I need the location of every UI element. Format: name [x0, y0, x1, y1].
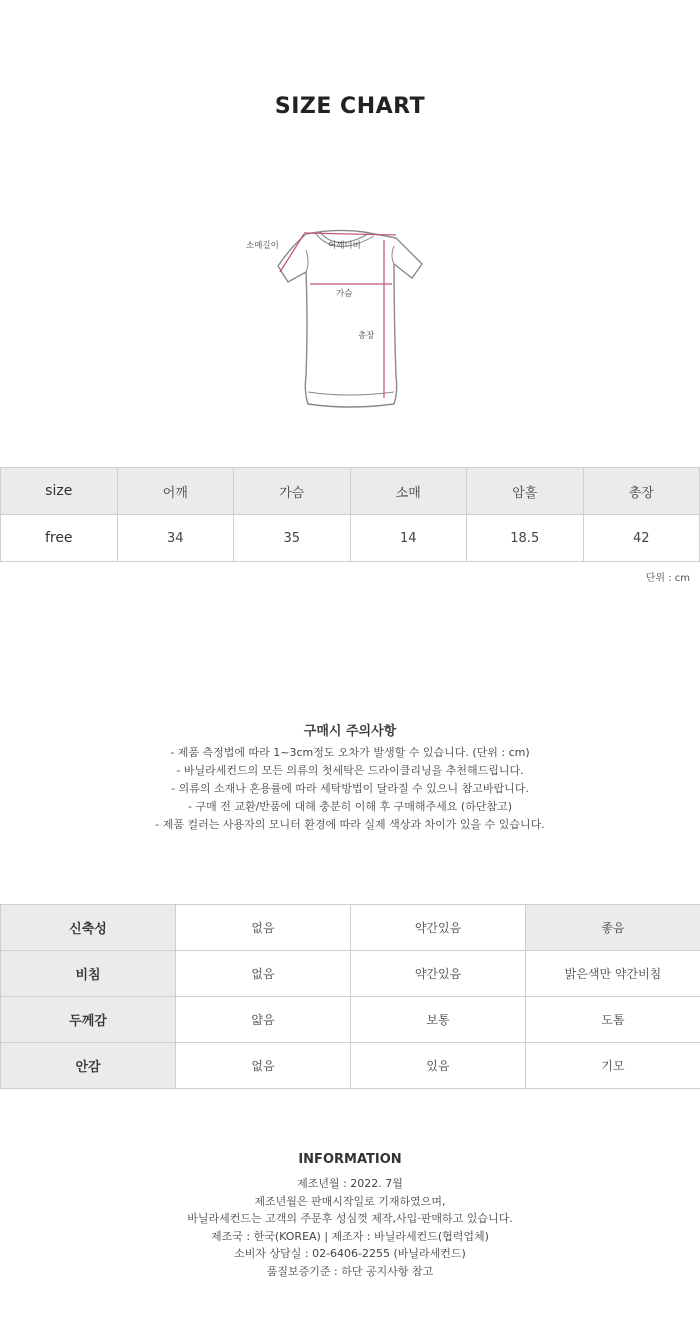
- chest-label: 가슴: [336, 289, 353, 299]
- tshirt-size-diagram: [236, 220, 436, 420]
- fabric-option: 있음: [351, 1043, 526, 1089]
- fabric-label-sheerness: 비침: [1, 951, 176, 997]
- shoulder-label: 어깨너비: [328, 241, 361, 251]
- size-header-size: size: [1, 468, 118, 515]
- list-item: 제조년월은 판매시작일로 기재하였으며,: [254, 1194, 446, 1208]
- table-row: [1, 1043, 700, 1089]
- unit-note: 단위 : cm: [645, 573, 690, 584]
- information-list: [0, 1175, 700, 1280]
- table-row: [1, 515, 700, 562]
- size-header-length: 총장: [583, 468, 700, 515]
- shirt-body-outline: [278, 230, 422, 407]
- fabric-properties-table: [0, 904, 700, 1089]
- size-value-sleeve: 14: [350, 515, 467, 562]
- fabric-label-lining: 안감: [1, 1043, 176, 1089]
- fabric-option: 없음: [176, 905, 351, 951]
- size-value-armhole: 18.5: [467, 515, 584, 562]
- notice-title: 구매시 주의사항: [303, 724, 397, 739]
- fabric-label-thickness: 두께감: [1, 997, 176, 1043]
- size-value-length: 42: [583, 515, 700, 562]
- list-item: 제조국 : 한국(KOREA) | 제조자 : 바닐라세컨드(협력업체): [211, 1229, 489, 1243]
- size-header-chest: 가슴: [234, 468, 351, 515]
- tshirt-outline-illustration: [236, 220, 436, 420]
- table-row: [1, 997, 700, 1043]
- length-label: 총장: [358, 331, 375, 341]
- fabric-option: 밝은색만 약간비침: [526, 951, 700, 997]
- fabric-option: 없음: [176, 951, 351, 997]
- fabric-option: 약간있음: [351, 905, 526, 951]
- fabric-option: 도톰: [526, 997, 700, 1043]
- list-item: - 의류의 소재나 혼용률에 따라 세탁방법이 달라질 수 있으니 참고바랍니다.: [171, 782, 529, 795]
- size-value-shoulder: 34: [117, 515, 234, 562]
- size-header-sleeve: 소매: [350, 468, 467, 515]
- list-item: - 제품 측정법에 따라 1~3cm정도 오차가 발생할 수 있습니다. (단위 : cm): [170, 746, 530, 759]
- list-item: - 구매 전 교환/반품에 대해 충분히 이해 후 구매해주세요 (하단참고): [187, 800, 512, 813]
- list-item: 품질보증기준 : 하단 공지사항 참고: [266, 1264, 434, 1278]
- fabric-option: 없음: [176, 1043, 351, 1089]
- table-row: [1, 951, 700, 997]
- fabric-option: 보통: [351, 997, 526, 1043]
- list-item: 제조년월 : 2022. 7월: [297, 1177, 403, 1190]
- size-header-shoulder: 어깨: [117, 468, 234, 515]
- table-row: [1, 905, 700, 951]
- sleeve-label: 소매길이: [246, 241, 279, 251]
- size-table: [0, 467, 700, 562]
- fabric-option: 얇음: [176, 997, 351, 1043]
- list-item: 바닐라세컨드는 고객의 주문후 성심껏 제작,사입·판매하고 있습니다.: [187, 1212, 513, 1225]
- information-title: INFORMATION: [298, 1152, 402, 1167]
- list-item: - 바닐라세컨드의 모든 의류의 첫세탁은 드라이클리닝을 추천해드립니다.: [176, 764, 524, 777]
- fabric-option-selected: 좋음: [526, 905, 700, 951]
- fabric-option: 기모: [526, 1043, 700, 1089]
- page-title: SIZE CHART: [274, 94, 426, 119]
- fabric-label-stretch: 신축성: [1, 905, 176, 951]
- size-cell-free: free: [1, 515, 118, 562]
- size-table-header-row: [1, 468, 700, 515]
- list-item: - 제품 컬러는 사용자의 모니터 환경에 따라 실제 색상과 차이가 있을 수 있습니다.: [155, 818, 545, 831]
- list-item: 소비자 상담실 : 02-6406-2255 (바닐라세컨드): [234, 1247, 466, 1260]
- notice-list: [0, 744, 700, 834]
- size-value-chest: 35: [234, 515, 351, 562]
- fabric-option: 약간있음: [351, 951, 526, 997]
- size-header-armhole: 암홀: [467, 468, 584, 515]
